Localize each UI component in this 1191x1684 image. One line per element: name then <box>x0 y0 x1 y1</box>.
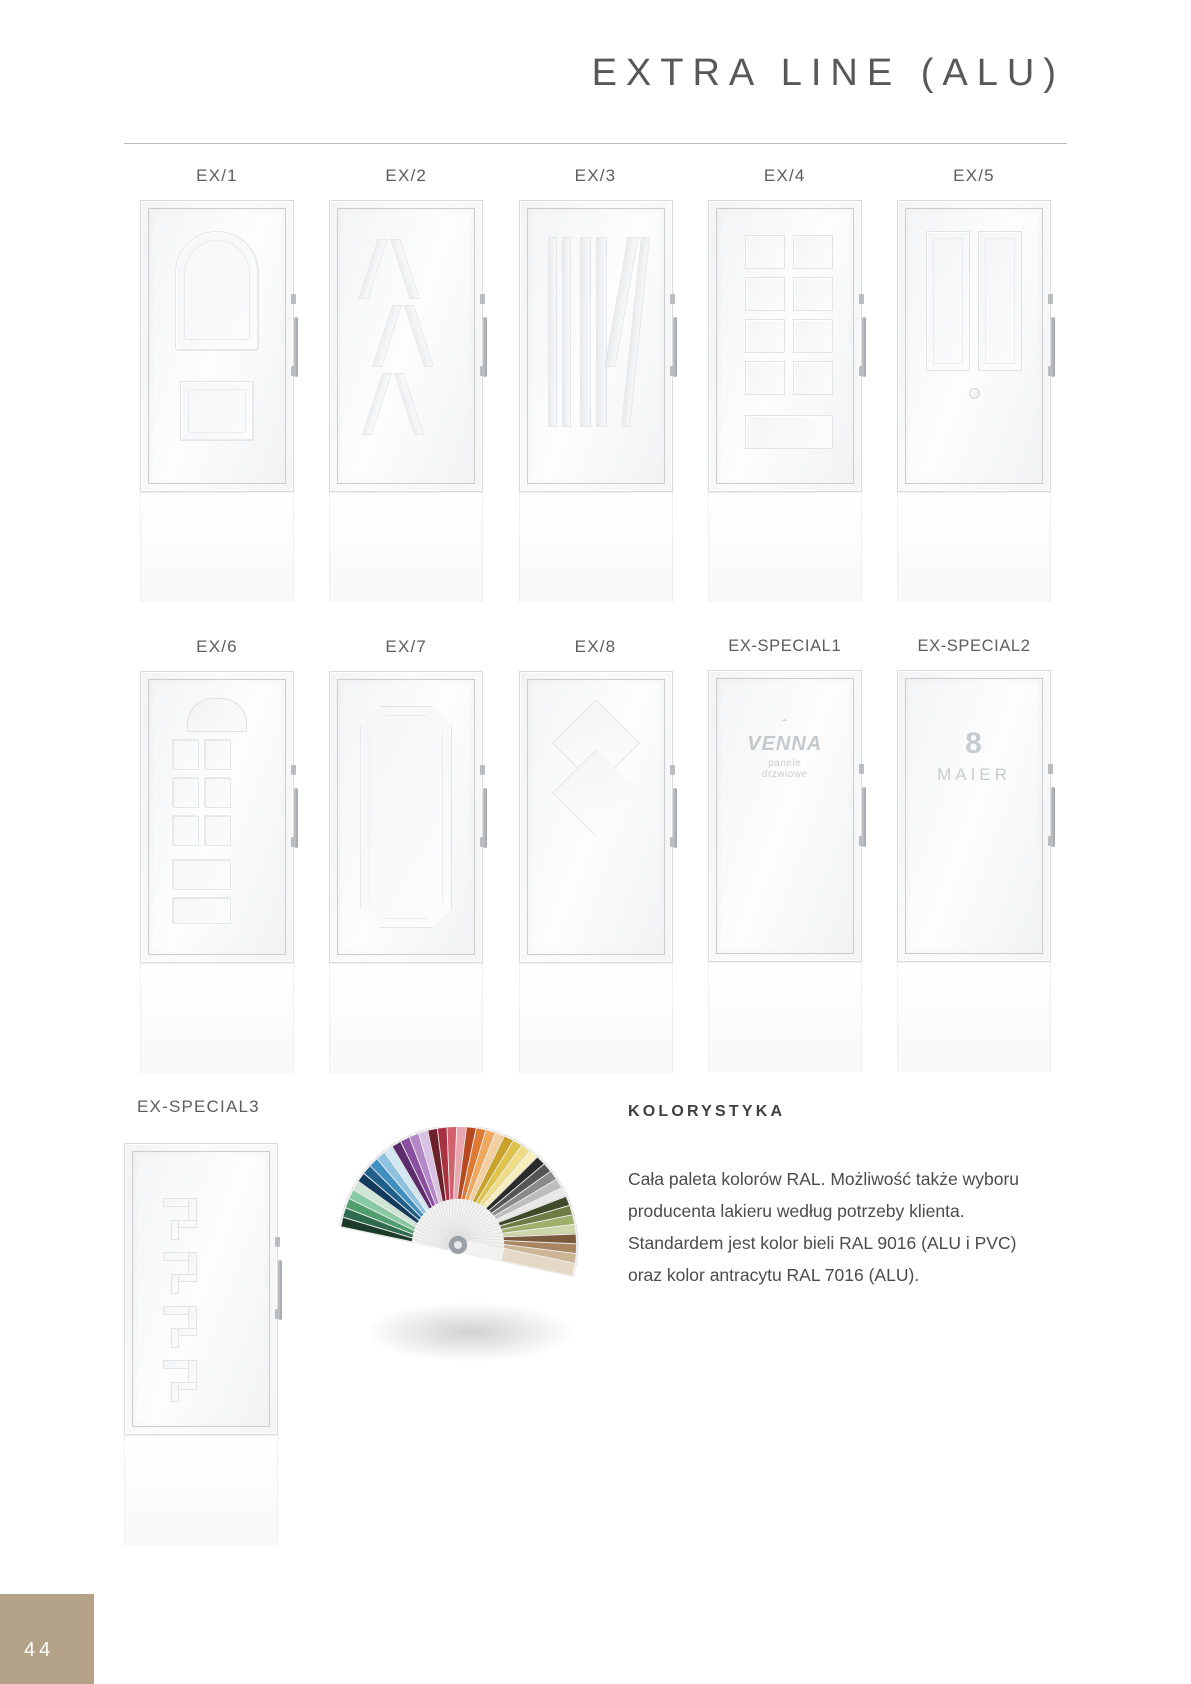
door-panel <box>153 213 281 479</box>
ornament-greek-key <box>163 1190 203 1388</box>
door-image-ex-3 <box>519 200 673 492</box>
door-hinge-icon <box>670 765 675 775</box>
brand-name: VENNA <box>747 733 823 755</box>
colors-paragraph: Cała paleta kolorów RAL. Możliwość także wyboru producenta lakieru według potrzeby klienta. Standardem jest kolor bieli RAL 9016 (ALU i PVC) oraz kolor antracytu RAL 7016 (ALU). <box>628 1169 1019 1285</box>
door-label: EX/5 <box>953 166 995 185</box>
door-image-ex-4 <box>708 200 862 492</box>
door-body <box>329 671 483 963</box>
ornament-bar <box>562 237 571 427</box>
door-hinge-icon <box>670 366 675 376</box>
ral-color-fan-image <box>330 1127 600 1377</box>
door-panel <box>721 213 849 479</box>
door-body <box>124 1143 278 1435</box>
door-reflection <box>708 492 862 602</box>
ornament-arch <box>187 698 247 732</box>
door-cell-ex-7[interactable] <box>313 637 499 963</box>
brand-sub-2: drzwiowe <box>761 769 808 780</box>
ornament-arch-inner <box>184 240 250 340</box>
door-cell-ex-6[interactable] <box>124 637 310 963</box>
door-hinge-icon <box>480 366 485 376</box>
door-cell-ex-1[interactable] <box>124 166 310 492</box>
door-panel <box>910 683 1038 949</box>
ornament-bar <box>548 237 557 427</box>
door-body <box>897 200 1051 492</box>
door-hinge-icon <box>670 294 675 304</box>
ornament-bar <box>362 373 392 435</box>
door-hinge-icon <box>1048 764 1053 774</box>
door-reflection <box>519 492 673 602</box>
door-panel <box>721 683 849 949</box>
brand-sub-1: panele <box>768 758 802 769</box>
door-panel <box>910 213 1038 479</box>
door-hinge-icon <box>480 837 485 847</box>
door-body <box>519 200 673 492</box>
ornament-panel <box>926 231 970 371</box>
door-panel <box>137 1156 265 1422</box>
door-cell-ex-3[interactable] <box>503 166 689 492</box>
door-image-ex-special-2 <box>897 670 1051 962</box>
door-hinge-icon <box>1048 366 1053 376</box>
door-body <box>519 671 673 963</box>
door-label: EX/1 <box>196 166 238 185</box>
door-hinge-icon <box>291 837 296 847</box>
door-image-ex-2 <box>329 200 483 492</box>
door-row-1 <box>124 166 1067 492</box>
door-hinge-icon <box>670 837 675 847</box>
door-reflection <box>897 962 1051 1072</box>
ornament-knob-icon <box>969 388 980 399</box>
page-title: EXTRA LINE (ALU) <box>591 52 1065 94</box>
ornament-bar <box>372 305 402 367</box>
maier-plate <box>910 727 1038 785</box>
maier-name: MAIER <box>937 765 1011 784</box>
ornament-bar <box>391 239 420 299</box>
door-label: EX/6 <box>196 637 238 656</box>
ornament-panel <box>978 231 1022 371</box>
door-reflection <box>124 1435 278 1545</box>
ornament-diamond <box>552 749 640 837</box>
color-fan-svg <box>330 1127 600 1377</box>
ornament-bar <box>359 239 388 299</box>
door-label: EX-SPECIAL1 <box>728 637 842 655</box>
door-image-ex-7 <box>329 671 483 963</box>
door-image-ex-special-3 <box>124 1143 278 1435</box>
door-label-ex-special-3: EX-SPECIAL3 <box>137 1097 260 1116</box>
door-image-ex-6 <box>140 671 294 963</box>
ornament-bar <box>404 305 434 367</box>
door-reflection <box>708 962 862 1072</box>
door-cell-ex-special-2[interactable] <box>881 637 1067 963</box>
door-label: EX/3 <box>574 166 617 185</box>
door-panel <box>532 684 660 950</box>
door-image-ex-special-1 <box>708 670 862 962</box>
door-label: EX/8 <box>574 637 617 656</box>
door-hinge-icon <box>291 294 296 304</box>
door-reflection <box>140 492 294 602</box>
door-cell-ex-8[interactable] <box>503 637 689 963</box>
ornament-bar <box>596 237 607 427</box>
ornament-square-inner <box>188 389 246 433</box>
door-row-2 <box>124 637 1067 963</box>
door-body <box>708 200 862 492</box>
door-hinge-icon <box>1048 294 1053 304</box>
door-cell-ex-special-3[interactable] <box>124 1143 278 1435</box>
ornament-octagon-inner <box>369 715 443 919</box>
door-cell-ex-5[interactable] <box>881 166 1067 492</box>
door-image-ex-8 <box>519 671 673 963</box>
door-hinge-icon <box>291 366 296 376</box>
door-reflection <box>519 963 673 1073</box>
door-hinge-icon <box>859 294 864 304</box>
door-cell-ex-special-1[interactable] <box>692 637 878 963</box>
door-label: EX/4 <box>763 166 806 185</box>
door-body <box>140 200 294 492</box>
door-label: EX/2 <box>385 166 428 185</box>
door-hinge-icon <box>275 1309 280 1319</box>
door-hinge-icon <box>859 836 864 846</box>
ornament-bar <box>580 237 591 427</box>
door-hinge-icon <box>480 294 485 304</box>
door-hinge-icon <box>859 366 864 376</box>
door-body <box>140 671 294 963</box>
door-body <box>897 670 1051 962</box>
door-label: EX/7 <box>385 637 428 656</box>
door-panel <box>153 684 281 950</box>
door-hinge-icon <box>275 1237 280 1247</box>
door-panel <box>342 684 470 950</box>
door-hinge-icon <box>859 764 864 774</box>
door-cell-ex-4[interactable] <box>692 166 878 492</box>
door-hinge-icon <box>1048 836 1053 846</box>
door-image-ex-5 <box>897 200 1051 492</box>
door-reflection <box>329 492 483 602</box>
brand-logo <box>730 733 840 780</box>
door-reflection <box>897 492 1051 602</box>
door-hinge-icon <box>291 765 296 775</box>
door-hinge-icon <box>480 765 485 775</box>
door-panel <box>532 213 660 479</box>
colors-heading: KOLORYSTYKA <box>628 1103 786 1120</box>
door-reflection <box>140 963 294 1073</box>
door-label: EX-SPECIAL2 <box>917 637 1031 655</box>
title-divider <box>124 143 1067 144</box>
ornament-bar <box>394 373 424 435</box>
page-number: 44 <box>24 1639 55 1661</box>
door-body <box>708 670 862 962</box>
door-image-ex-1 <box>140 200 294 492</box>
door-panel <box>342 213 470 479</box>
door-body <box>329 200 483 492</box>
door-cell-ex-2[interactable] <box>313 166 499 492</box>
ornament-grid <box>735 227 835 465</box>
maier-number: 8 <box>965 727 983 760</box>
door-reflection <box>329 963 483 1073</box>
